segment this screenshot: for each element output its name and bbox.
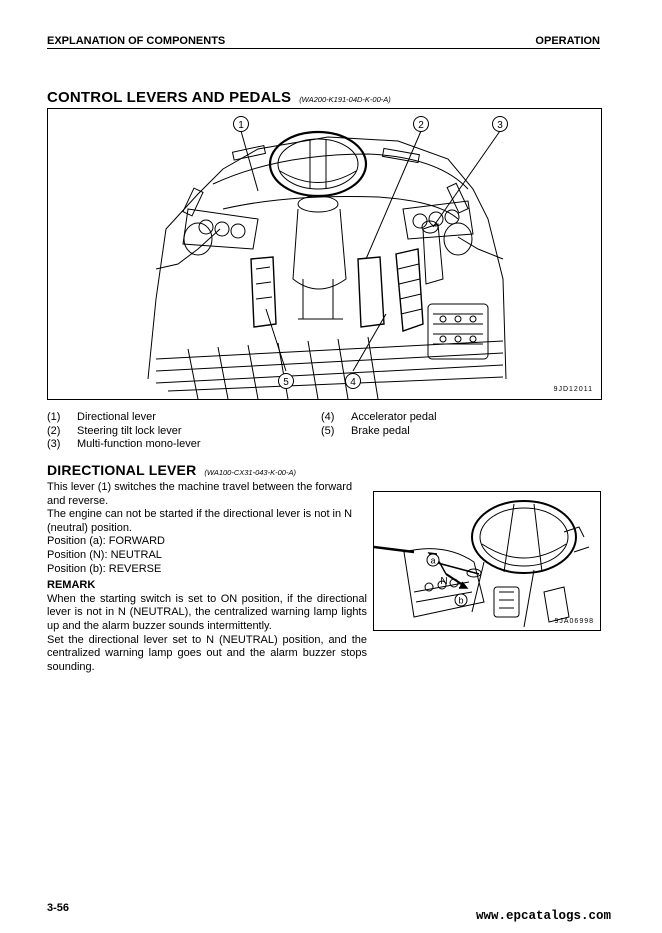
cab-drawing xyxy=(48,109,601,399)
legend-item xyxy=(47,411,201,425)
header-rule xyxy=(47,48,600,49)
section-title-directional-lever xyxy=(47,462,296,478)
legend-num: (3) xyxy=(47,438,61,450)
legend-num: (2) xyxy=(47,424,61,437)
legend-right xyxy=(321,411,437,438)
paragraph: Position (b): REVERSE xyxy=(47,562,162,575)
control-levers-figure xyxy=(47,108,602,400)
legend-left xyxy=(47,411,201,452)
callout-1: 1 xyxy=(238,120,244,131)
callout-2: 2 xyxy=(418,120,424,131)
directional-lever-figure xyxy=(373,491,601,631)
header-section-title: EXPLANATION OF COMPONENTS xyxy=(47,35,226,47)
figure1-code: 9JD12011 xyxy=(553,386,593,393)
legend-item xyxy=(321,425,437,439)
figure-label-a: a xyxy=(430,555,436,566)
directional-lever-code: (WA100-CX31-043-K-00-A) xyxy=(204,468,296,477)
remark-heading: REMARK xyxy=(47,579,96,592)
legend-num: (4) xyxy=(321,411,335,423)
paragraph: The engine can not be started if the directional lever is not in N (neutral) position. xyxy=(47,508,353,534)
directional-lever-text xyxy=(47,481,367,674)
legend-label: Directional lever xyxy=(77,411,156,423)
figure-label-b: b xyxy=(458,595,464,606)
page-number: 3-56 xyxy=(47,902,70,914)
header-chapter-title: OPERATION xyxy=(535,35,600,47)
control-levers-code: (WA200-K191-04D-K-00-A) xyxy=(299,95,391,104)
paragraph: Position (N): NEUTRAL xyxy=(47,548,162,561)
legend-num: (1) xyxy=(47,411,61,423)
paragraph: Position (a): FORWARD xyxy=(47,535,165,548)
legend-num: (5) xyxy=(321,424,335,437)
legend-item xyxy=(47,438,201,452)
legend-label: Accelerator pedal xyxy=(351,411,437,423)
remark-paragraph: Set the directional lever set to N (NEUTRAL) position, and the centralized warning lamp goes out and the alarm buzzer stops sounding. xyxy=(47,633,367,673)
figure-label-n: N xyxy=(440,576,448,587)
legend-item xyxy=(321,411,437,425)
callout-5: 5 xyxy=(283,377,289,388)
figure2-code: 9JA06998 xyxy=(554,618,594,625)
legend-label: Steering tilt lock lever xyxy=(77,424,182,437)
paragraph: This lever (1) switches the machine travel between the forward and reverse. xyxy=(47,481,353,507)
remark-paragraph: When the starting switch is set to ON position, if the directional lever is not in N (NEUTRAL), the centralized warning lamp lights up and the alarm buzzer sounds intermittently. xyxy=(47,592,367,632)
legend-item xyxy=(47,425,201,439)
callout-3: 3 xyxy=(497,120,503,131)
directional-lever-heading: DIRECTIONAL LEVER xyxy=(47,462,197,478)
control-levers-heading: CONTROL LEVERS AND PEDALS xyxy=(47,89,292,106)
lever-drawing xyxy=(374,492,600,630)
watermark-url: www.epcatalogs.com xyxy=(475,909,611,923)
legend-label: Brake pedal xyxy=(351,424,410,437)
legend-label: Multi-function mono-lever xyxy=(77,438,201,450)
callout-4: 4 xyxy=(350,377,356,388)
section-title-control-levers xyxy=(47,89,391,106)
